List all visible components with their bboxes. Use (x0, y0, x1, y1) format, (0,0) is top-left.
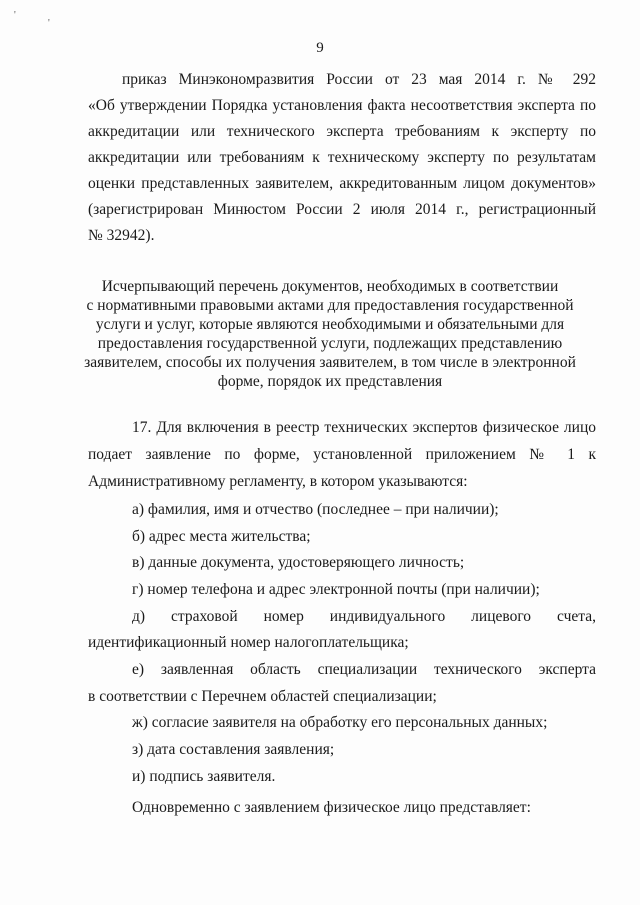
page-number: 9 (316, 40, 324, 56)
heading-line: форме, порядок их представления (217, 373, 443, 390)
heading-line: с нормативными правовыми актами для предоставления государственной (86, 297, 574, 314)
heading-line: заявителем, способы их получения заявителем, в том числе в электронной (84, 354, 576, 371)
intro-line: № 32942). (88, 227, 155, 244)
body-line: 17. Для включения в реестр технических экспертов физическое лицо (132, 419, 596, 436)
heading-line: предоставления государственной услуги, подлежащих представлению (97, 335, 563, 352)
body-line: Одновременно с заявлением физическое лицо представляет: (132, 799, 531, 816)
intro-line: оценки представленных заявителем, аккредитованным лицом документов» (88, 175, 596, 192)
list-item: г) номер телефона и адрес электронной почты (при наличии); (132, 581, 540, 598)
scan-mark: ' (48, 18, 50, 29)
heading-line: Исчерпывающий перечень документов, необходимых в соответствии (101, 278, 559, 295)
list-item: а) фамилия, имя и отчество (последнее – при наличии); (132, 501, 499, 518)
body-line: Административному регламенту, в котором указываются: (88, 473, 468, 490)
intro-line: аккредитации или требованиям к техническому эксперту по результатам (88, 149, 596, 166)
list-item: д) страховой номер индивидуального лицевого счета, (132, 608, 596, 625)
scan-mark: ' (14, 10, 16, 21)
list-item: е) заявленная область специализации технического эксперта (132, 661, 596, 678)
list-item: з) дата составления заявления; (132, 741, 335, 758)
intro-line: приказ Минэкономразвития России от 23 мая 2014 г. № 292 (122, 71, 596, 88)
list-item: б) адрес места жительства; (132, 528, 311, 545)
body-line: подает заявление по форме, установленной приложением № 1 к (88, 446, 596, 463)
intro-line: аккредитации или технического эксперта требованиям к эксперту по (88, 123, 596, 140)
list-item: в) данные документа, удостоверяющего личность; (132, 554, 465, 571)
intro-line: «Об утверждении Порядка установления факта несоответствия эксперта по (88, 97, 596, 114)
list-item-continued: в соответствии с Перечнем областей специализации; (88, 688, 437, 705)
heading-line: услуги и услуг, которые являются необходимыми и обязательными для (95, 316, 565, 333)
list-item-continued: идентификационный номер налогоплательщика; (88, 634, 409, 651)
list-item: ж) согласие заявителя на обработку его персональных данных; (132, 714, 548, 731)
intro-line: (зарегистрирован Минюстом России 2 июля 2014 г., регистрационный (88, 201, 596, 218)
list-item: и) подпись заявителя. (132, 768, 276, 785)
